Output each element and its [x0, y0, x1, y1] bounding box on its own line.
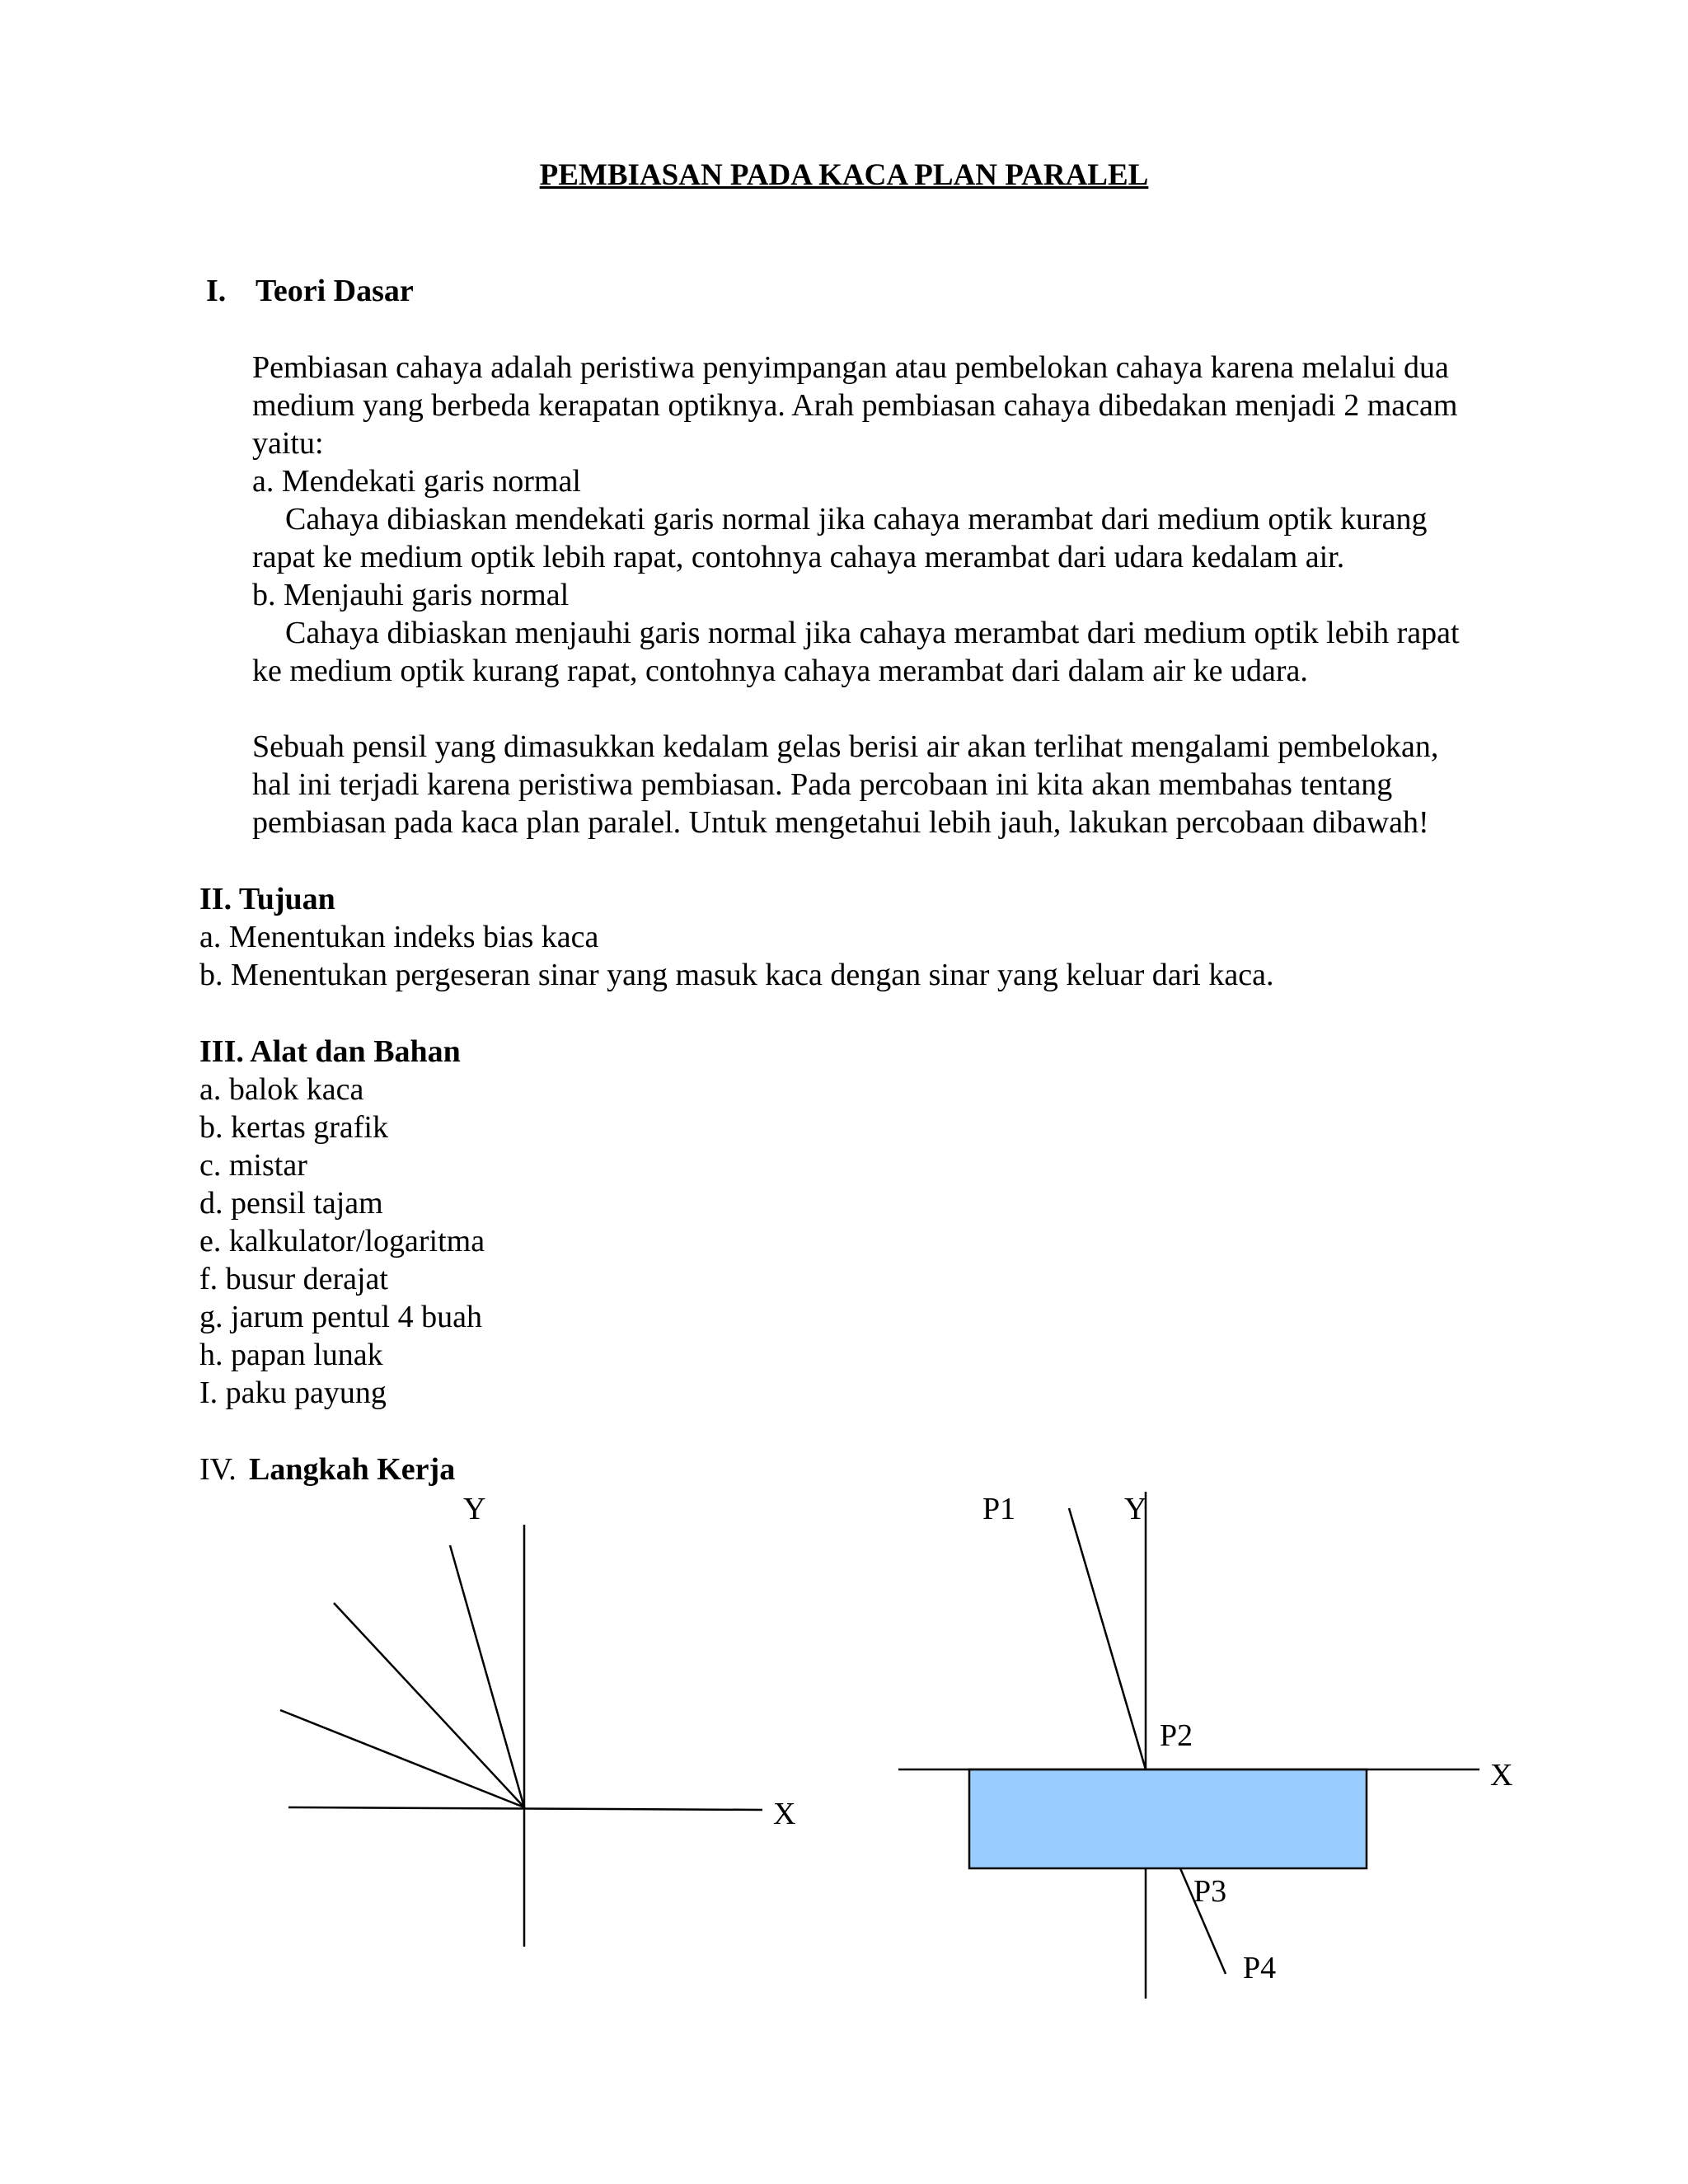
label-p1: P1	[982, 1492, 1016, 1526]
diagram-1	[280, 1525, 762, 1947]
item-a-line: rapat ke medium optik lebih rapat, contohnya cahaya merambat dari udara kedalam air.	[252, 540, 1345, 574]
x-axis-line	[288, 1807, 762, 1810]
intro-line: yaitu:	[252, 426, 324, 461]
list-item: I. paku payung	[199, 1376, 387, 1410]
item-a-title: a. Mendekati garis normal	[252, 464, 581, 499]
intro-line: medium yang berbeda kerapatan optiknya. Arah pembiasan cahaya dibedakan menjadi 2 macam	[252, 388, 1458, 423]
diagram-2-x-label: X	[1490, 1758, 1513, 1793]
item-b-line: ke medium optik kurang rapat, contohnya cahaya merambat dari dalam air ke udara.	[252, 654, 1308, 688]
section-1-heading: Teori Dasar	[256, 274, 414, 308]
list-item: c. mistar	[199, 1148, 307, 1183]
label-p3: P3	[1193, 1874, 1227, 1909]
item-a-line: Cahaya dibiaskan mendekati garis normal jika cahaya merambat dari medium optik kurang	[285, 502, 1428, 537]
section-4-number: IV.	[199, 1452, 237, 1487]
list-item: b. kertas grafik	[199, 1110, 388, 1145]
list-item: h. papan lunak	[199, 1338, 383, 1372]
label-p2: P2	[1160, 1718, 1193, 1753]
list-item: d. pensil tajam	[199, 1186, 383, 1221]
intro-line: Pembiasan cahaya adalah peristiwa penyimpangan atau pembelokan cahaya karena melalui dua	[252, 350, 1449, 385]
diagram-1-y-label: Y	[463, 1492, 486, 1526]
label-p4: P4	[1243, 1951, 1277, 1985]
diagram-1-x-label: X	[773, 1797, 796, 1831]
list-item: f. busur derajat	[199, 1262, 388, 1296]
ray-line-3	[280, 1710, 524, 1807]
section-2-heading: II. Tujuan	[199, 882, 335, 916]
closing-line: hal ini terjadi karena peristiwa pembiasan. Pada percobaan ini kita akan membahas tentang	[252, 767, 1393, 802]
page-title: PEMBIASAN PADA KACA PLAN PARALEL	[539, 158, 1149, 192]
incident-ray	[1069, 1508, 1146, 1769]
section-1-number: I.	[206, 274, 227, 308]
item-b-title: b. Menjauhi garis normal	[252, 578, 570, 612]
list-item: a. balok kaca	[199, 1072, 364, 1107]
list-item: b. Menentukan pergeseran sinar yang masuk kaca dengan sinar yang keluar dari kaca.	[199, 958, 1274, 992]
list-item: e. kalkulator/logaritma	[199, 1224, 485, 1258]
section-3-heading: III. Alat dan Bahan	[199, 1034, 461, 1069]
glass-block	[969, 1769, 1367, 1868]
diagram-2-y-label: Y	[1124, 1492, 1147, 1526]
closing-line: Sebuah pensil yang dimasukkan kedalam gelas berisi air akan terlihat mengalami pembelokan,	[252, 729, 1439, 764]
section-4-heading: Langkah Kerja	[249, 1452, 456, 1487]
item-b-line: Cahaya dibiaskan menjauhi garis normal jika cahaya merambat dari medium optik lebih rapat	[285, 616, 1460, 650]
closing-line: pembiasan pada kaca plan paralel. Untuk mengetahui lebih jauh, lakukan percobaan dibawah!	[252, 805, 1429, 840]
list-item: g. jarum pentul 4 buah	[199, 1300, 482, 1334]
list-item: a. Menentukan indeks bias kaca	[199, 920, 599, 954]
